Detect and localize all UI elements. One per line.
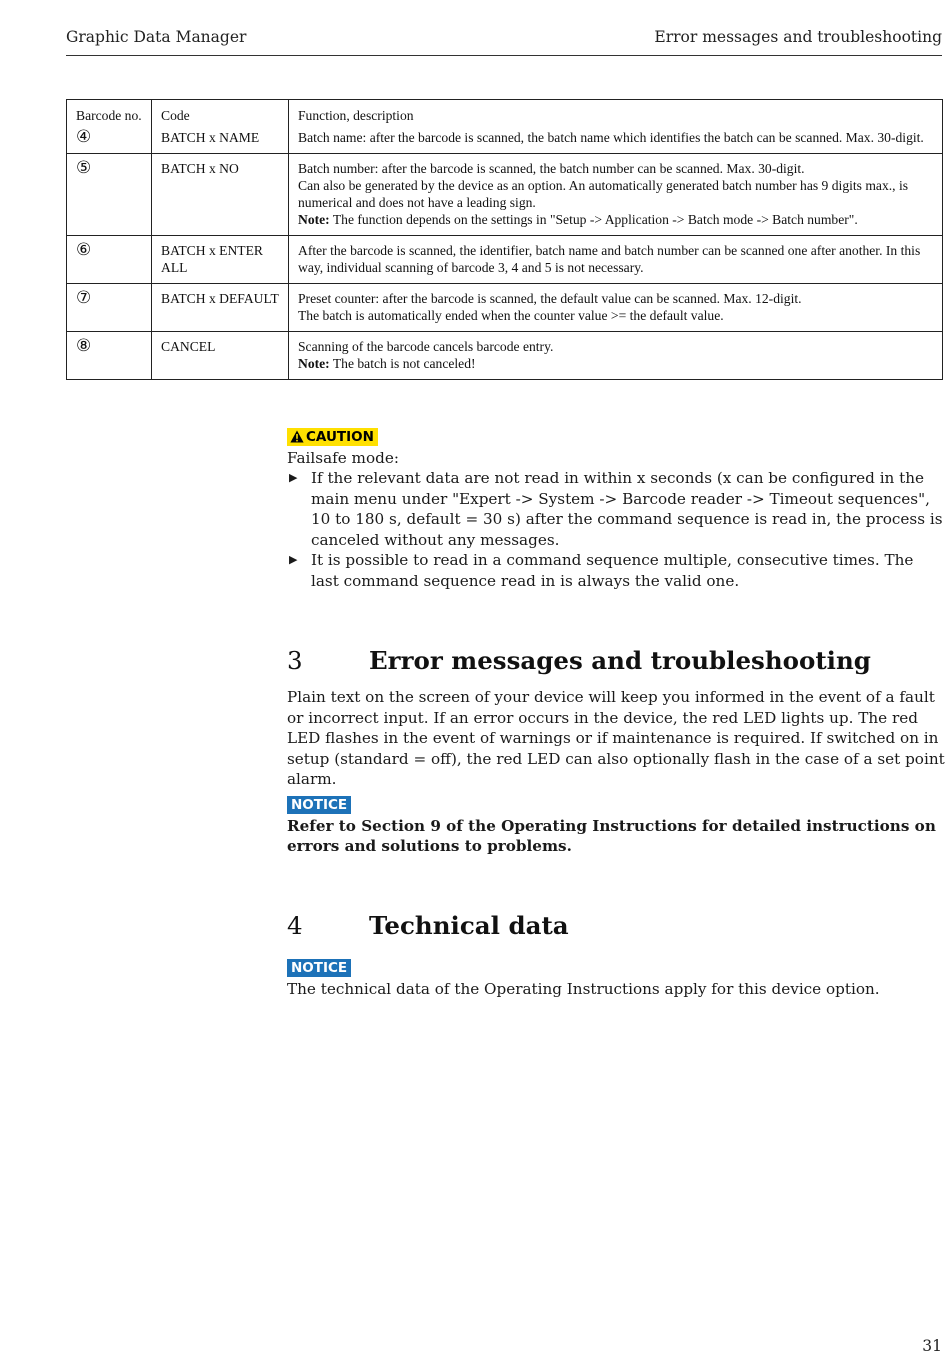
caution-label: CAUTION bbox=[306, 429, 374, 445]
description-line: The batch is automatically ended when the counter value >= the default value. bbox=[298, 308, 724, 323]
note-label: Note: bbox=[298, 212, 330, 227]
note-text: The function depends on the settings in "Setup -> Application -> Batch mode -> Batch number". bbox=[329, 212, 858, 227]
caution-list bbox=[287, 468, 945, 591]
section-4-heading bbox=[287, 911, 945, 943]
notice-badge: NOTICE bbox=[287, 796, 351, 814]
description-cell bbox=[289, 332, 943, 380]
list-item bbox=[287, 468, 945, 550]
description-cell bbox=[289, 236, 943, 284]
table-header-row bbox=[67, 100, 943, 125]
section-3-body: Plain text on the screen of your device will keep you informed in the event of a fault or incorrect input. If an error occurs in the device, the red LED lights up. The red LED flashes in the event of warnings or if maintenance is required. If switched on in setup (standard = off), the red LED can also optionally flash in the case of a set point alarm. bbox=[287, 688, 945, 788]
table-row bbox=[67, 284, 943, 332]
section-number: 3 bbox=[287, 646, 303, 675]
caution-block bbox=[287, 426, 945, 591]
caution-intro: Failsafe mode: bbox=[287, 448, 399, 467]
table-row bbox=[67, 124, 943, 154]
barcode-number: ④ bbox=[76, 127, 92, 147]
barcode-table bbox=[66, 99, 943, 380]
code-cell: BATCH x ENTER ALL bbox=[152, 236, 289, 284]
section-3-heading bbox=[287, 646, 945, 678]
document-title: Graphic Data Manager bbox=[66, 28, 247, 46]
bullet-arrow-icon: ▶ bbox=[289, 553, 298, 566]
code-cell: BATCH x DEFAULT bbox=[152, 284, 289, 332]
code-cell: BATCH x NO bbox=[152, 154, 289, 236]
barcode-number: ⑧ bbox=[76, 336, 92, 356]
header-function: Function, description bbox=[289, 100, 943, 125]
table-row bbox=[67, 332, 943, 380]
description-line: Batch name: after the barcode is scanned, the batch name which identifies the batch can be scanned. Max. 30-digit. bbox=[298, 130, 924, 145]
description-line: Batch number: after the barcode is scanned, the batch number can be scanned. Max. 30-digit. bbox=[298, 161, 805, 176]
section-title: Error messages and troubleshooting bbox=[369, 646, 871, 675]
note-text: The batch is not canceled! bbox=[329, 356, 476, 371]
header-barcode-no: Barcode no. bbox=[67, 100, 152, 125]
description-line: After the barcode is scanned, the identifier, batch name and batch number can be scanned one after another. In this way, individual scanning of barcode 3, 4 and 5 is not necessary. bbox=[298, 243, 921, 275]
warning-triangle-icon bbox=[290, 430, 304, 443]
section-3-notice bbox=[287, 794, 945, 857]
description-line: Preset counter: after the barcode is scanned, the default value can be scanned. Max. 12-digit. bbox=[298, 291, 802, 306]
list-item bbox=[287, 550, 945, 591]
barcode-number: ⑥ bbox=[76, 240, 92, 260]
notice-badge: NOTICE bbox=[287, 959, 351, 977]
list-item-text: It is possible to read in a command sequence multiple, consecutive times. The last command sequence read in is always the valid one. bbox=[311, 551, 914, 590]
barcode-number: ⑤ bbox=[76, 158, 92, 178]
chapter-title: Error messages and troubleshooting bbox=[654, 28, 942, 46]
page-number: 31 bbox=[922, 1337, 942, 1355]
section-number: 4 bbox=[287, 911, 303, 940]
list-item-text: If the relevant data are not read in within x seconds (x can be configured in the main menu under "Expert -> System -> Barcode reader -> Timeout sequences", 10 to 180 s, default = 30 s) after the command sequence is read in, the process is canceled without any messages. bbox=[311, 469, 943, 549]
description-cell bbox=[289, 284, 943, 332]
description-cell bbox=[289, 154, 943, 236]
notice-text: Refer to Section 9 of the Operating Instructions for detailed instructions on errors and solutions to problems. bbox=[287, 816, 936, 855]
description-line: Can also be generated by the device as an option. An automatically generated batch number has 9 digits max., is numerical and does not have a leading sign. bbox=[298, 178, 909, 210]
section-4-notice bbox=[287, 957, 945, 999]
table-row bbox=[67, 236, 943, 284]
code-cell: CANCEL bbox=[152, 332, 289, 380]
note-label: Note: bbox=[298, 356, 330, 371]
note-line bbox=[298, 355, 933, 372]
header-code: Code bbox=[152, 100, 289, 125]
description-cell bbox=[289, 124, 943, 154]
table-row bbox=[67, 154, 943, 236]
notice-text: The technical data of the Operating Instructions apply for this device option. bbox=[287, 979, 880, 998]
section-title: Technical data bbox=[369, 911, 569, 940]
caution-badge bbox=[287, 428, 378, 446]
code-cell: BATCH x NAME bbox=[152, 124, 289, 154]
bullet-arrow-icon: ▶ bbox=[289, 471, 298, 484]
note-line bbox=[298, 211, 933, 228]
description-line: Scanning of the barcode cancels barcode entry. bbox=[298, 339, 554, 354]
page-header bbox=[66, 28, 942, 56]
barcode-number: ⑦ bbox=[76, 288, 92, 308]
